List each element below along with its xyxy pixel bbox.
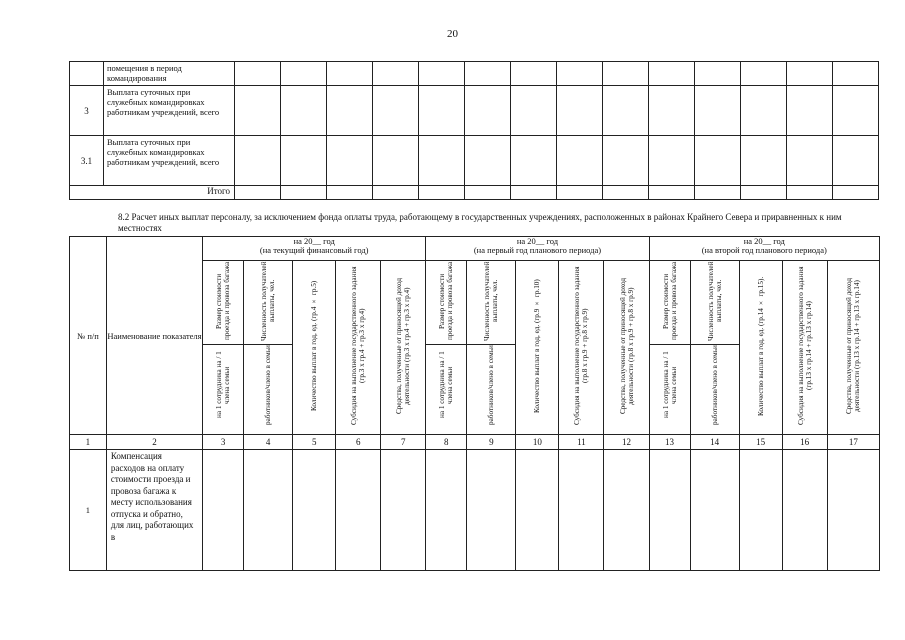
period-year: на 20__ год (516, 236, 559, 246)
header-cost-sub: на 1 сотрудника на / 1 члена семьи (215, 351, 232, 419)
total-row (70, 186, 879, 200)
col-number: 3 (203, 435, 244, 450)
north-payments-table (69, 236, 880, 571)
header-count: Численность получателей выплаты, чел. (706, 261, 723, 341)
header-income: Средства, полученные от приносящей доход деятельности (гр.8 x гр.9 + гр.8 x гр.9) (618, 277, 635, 415)
row-number: 3 (70, 86, 104, 136)
header-cost: Размер стоимости проезда и провоза багажа (438, 261, 455, 341)
header-payments: Количество выплат в год, ед. (гр.4 × гр.5) (310, 280, 319, 412)
period-year: на 20__ год (743, 236, 785, 246)
header-count-sub: работников/члено в семьи (710, 345, 719, 425)
col-number: 13 (649, 435, 690, 450)
period-header-first (426, 237, 649, 261)
row-name: Выплата суточных при служебных командировках работникам учреждений, всего (104, 136, 235, 186)
period-sub: (на текущий финансовый год) (259, 245, 369, 255)
period-sub: (на первый год планового периода) (473, 245, 602, 255)
col-number: 5 (293, 435, 336, 450)
col-number: 1 (70, 435, 107, 450)
col-number: 7 (381, 435, 426, 450)
col-number: 17 (827, 435, 879, 450)
row-name: Компенсация расходов на оплату стоимости проезда и провоза багажа к месту использования отпуска и обратно, для лиц, работающих в (106, 450, 202, 571)
header-count: Численность получателей выплаты, чел. (483, 261, 500, 341)
col-name-header: Наименование показателя (106, 237, 202, 435)
period-header-second (649, 237, 879, 261)
row-name: помещения в период командирования (104, 62, 235, 86)
header-cost: Размер стоимости проезда и провоза багажа (215, 261, 232, 341)
period-year: на 20__ год (293, 236, 335, 246)
col-number: 16 (782, 435, 827, 450)
row-number: 3.1 (70, 136, 104, 186)
header-count-sub: работников/члено в семьи (264, 345, 273, 425)
header-subsidy: Субсидия на выполнение государственного задания (гр.8 x гр.9 + гр.8 x гр.9) (573, 266, 590, 426)
table-row (70, 62, 879, 86)
header-count: Численность получателей выплаты, чел. (260, 261, 277, 341)
header-subsidy: Субсидия на выполнение государственного задания (гр.13 х гр.14 + гр.13 х гр.14) (796, 266, 813, 426)
header-cost-sub: на 1 сотрудника на / 1 члена семьи (661, 351, 678, 419)
expenses-table-top (69, 61, 879, 200)
header-income: Средства, полученные от приносящей доход деятельности (гр.3 x гр.4 + гр.3 x гр.4) (395, 277, 412, 415)
header-payments: Количество выплат в год, ед. (гр.9 × гр.10) (533, 279, 542, 413)
col-number: 6 (336, 435, 381, 450)
header-payments: Количество выплат в год, ед. (гр.14 × гр.15). (756, 276, 765, 416)
column-numbers-row (70, 435, 880, 450)
col-number: 15 (739, 435, 782, 450)
col-number: 9 (467, 435, 516, 450)
period-sub: (на второй год планового периода) (701, 245, 827, 255)
header-cost: Размер стоимости проезда и провоза багажа (661, 261, 678, 341)
col-number: 14 (690, 435, 739, 450)
table-row (70, 136, 879, 186)
col-number: 4 (244, 435, 293, 450)
section-caption: 8.2 Расчет иных выплат персоналу, за исключением фонда оплаты труда, работающему в государственных учреждениях, расположенных в районах Крайнего Севера и приравненных к ним местностях (118, 212, 842, 233)
col-number: 12 (604, 435, 649, 450)
header-count-sub: работников/члено в семьи (487, 345, 496, 425)
col-number: 10 (516, 435, 559, 450)
page-number: 20 (447, 28, 458, 40)
col-number: 2 (106, 435, 202, 450)
col-num-header: № п/п (70, 237, 107, 435)
table-row (70, 86, 879, 136)
table-row (70, 450, 880, 571)
header-subsidy: Субсидия на выполнение государственного задания (гр.3 x гр.4 + гр.3 x гр.4) (350, 266, 367, 426)
col-number: 11 (559, 435, 604, 450)
row-name: Выплата суточных при служебных командировках работникам учреждений, всего (104, 86, 235, 136)
total-label: Итого (70, 186, 235, 200)
col-number: 8 (426, 435, 467, 450)
header-cost-sub: на 1 сотрудника на / 1 члена семьи (438, 351, 455, 419)
period-header-current (203, 237, 426, 261)
header-income: Средства, полученные от приносящей доход деятельности (гр.13 х гр.14 + гр.13 х гр.14) (845, 277, 862, 415)
row-number: 1 (70, 450, 107, 571)
row-number (70, 62, 104, 86)
